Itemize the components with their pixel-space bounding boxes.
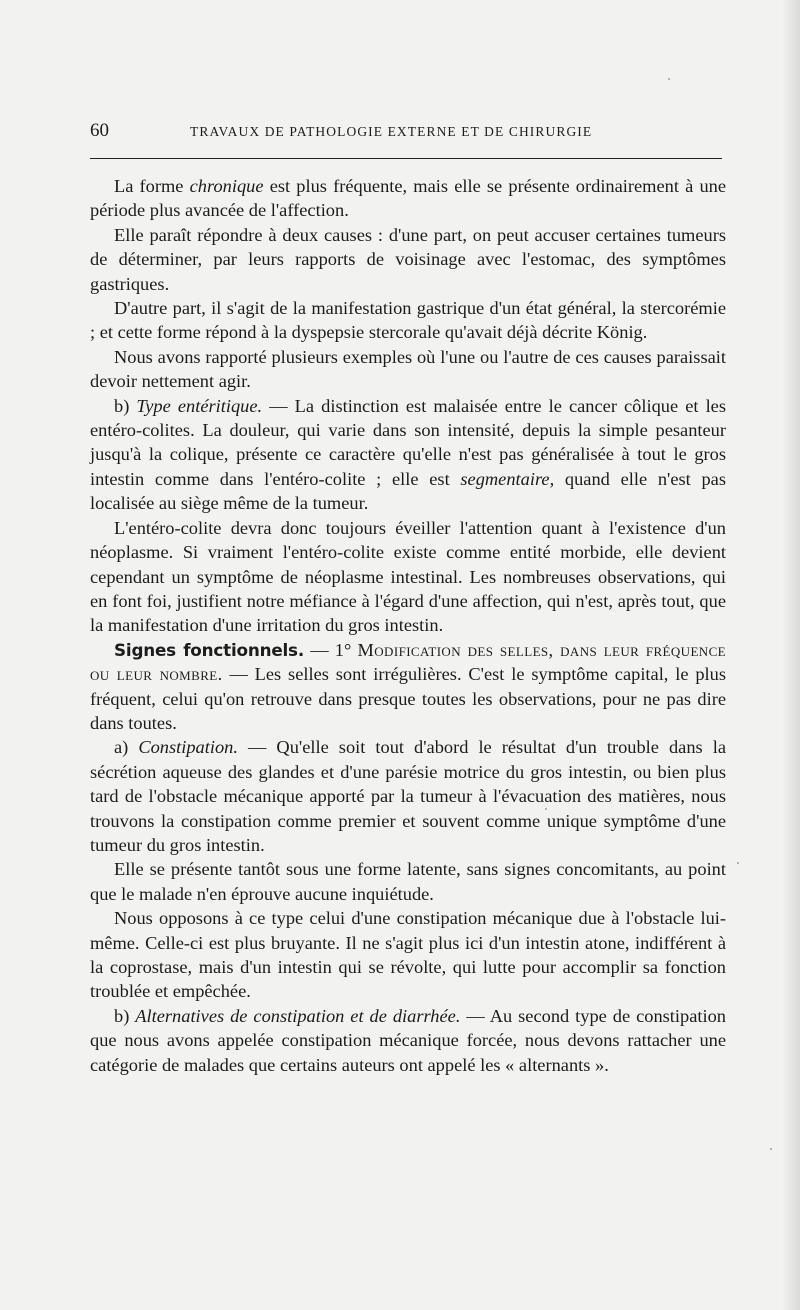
paragraph-stercoremie: D'autre part, il s'agit de la manifestation gastrique d'un état général, la stercorémie ; et cette forme répond à la dyspepsie stercorale qu'avait déjà décrite König. xyxy=(90,298,726,343)
italic-term: segmentaire, xyxy=(460,468,555,489)
paragraph-exemples: Nous avons rapporté plusieurs exemples où l'une ou l'autre de ces causes paraissait devoir nettement agir. xyxy=(90,346,726,392)
italic-term: chronique xyxy=(189,176,264,196)
paragraph-deux-causes: Elle paraît répondre à deux causes : d'une part, on peut accuser certaines tumeurs de déterminer, par leurs rapports de voisinage avec l'estomac, des symptômes gastriques. xyxy=(90,224,726,294)
paragraph-type-enteritique: b) Type entéritique. — La distinction est malaisée entre le cancer côlique et les entéro-colites. La douleur, qui varie dans son intensité, depuis la simple pesanteur jusqu'à la colique, présente ce caractère qu'elle n'est pas généralisée à tout le gros intestin comme dans l'entéro-colite ; elle est segmentaire, quand elle n'est pas localisée au siège même de la tumeur. xyxy=(90,395,727,514)
section-heading-constipation: Constipation. xyxy=(138,737,238,758)
section-heading-type-enteritique: Type entéritique. xyxy=(136,395,263,416)
paragraph-forme-chronique: La forme chronique est plus fréquente, mais elle se présente ordinairement à une période plus avancée de l'affection. xyxy=(90,176,726,221)
paragraph-constipation: a) Constipation. — Qu'elle soit tout d'abord le résultat d'un trouble dans la sécrétion aqueuse des glandes et d'une parésie motrice du gros intestin, ou bien plus tard de l'obstacle mécanique apporté par la tumeur à l'évacuation des matières, nous trouvons la constipation comme premier et souvent comme unique symptôme d'une tumeur du gros intestin. xyxy=(90,737,726,855)
subheading-modification-selles: Modification des selles, dans leur fréquence ou leur nombre. xyxy=(90,639,726,685)
paragraph-forme-latente: Elle se présente tantôt sous une forme latente, sans signes concomitants, au point que le malade n'en éprouve aucune inquiétude. xyxy=(90,859,726,904)
paragraph-signes-fonctionnels: Signes fonctionnels. — 1° Modification des selles, dans leur fréquence ou leur nombre. — Les selles sont irrégulières. C'est le symptôme capital, le plus fréquent, celui qu'on retrouve dans presque toutes les observations, pour ne pas dire dans toutes. xyxy=(90,639,726,733)
paragraph-alternatives: b) Alternatives de constipation et de diarrhée. — Au second type de constipation que nous avons appelée constipation mécanique forcée, nous devons rattacher une catégorie de malades que certains auteurs ont appelé les « alternants ». xyxy=(90,1005,726,1075)
page-edge-shadow xyxy=(782,0,800,1310)
section-heading-alternatives: Alternatives de constipation et de diarrhée. xyxy=(135,1005,461,1026)
page-number: 60 xyxy=(90,120,109,141)
section-heading-signes-fonctionnels: Signes fonctionnels. xyxy=(114,639,305,660)
paragraph-entero-colite: L'entéro-colite devra donc toujours éveiller l'attention quant à l'existence d'un néoplasme. Si vraiment l'entéro-colite existe comme entité morbide, elle devient cependant un symptôme de néoplasme intestinal. Les nombreuses observations, qui en font foi, justifient notre méfiance à l'égard d'une affection, qui n'est, après tout, que la manifestation d'une irritation du gros intestin. xyxy=(90,517,726,636)
header-rule xyxy=(90,158,722,159)
paragraph-constipation-mecanique: Nous opposons à ce type celui d'une constipation mécanique due à l'obstacle lui-même. Celle-ci est plus bruyante. Il ne s'agit plus ici d'un intestin atone, indifférent à la coprostase, mais d'un intestin qui se révolte, qui lutte pour accomplir sa fonction troublée et empêchée. xyxy=(90,908,726,1002)
page-header xyxy=(90,120,720,144)
body-text xyxy=(90,174,726,1077)
running-title: TRAVAUX DE PATHOLOGIE EXTERNE ET DE CHIRURGIE xyxy=(190,124,593,139)
